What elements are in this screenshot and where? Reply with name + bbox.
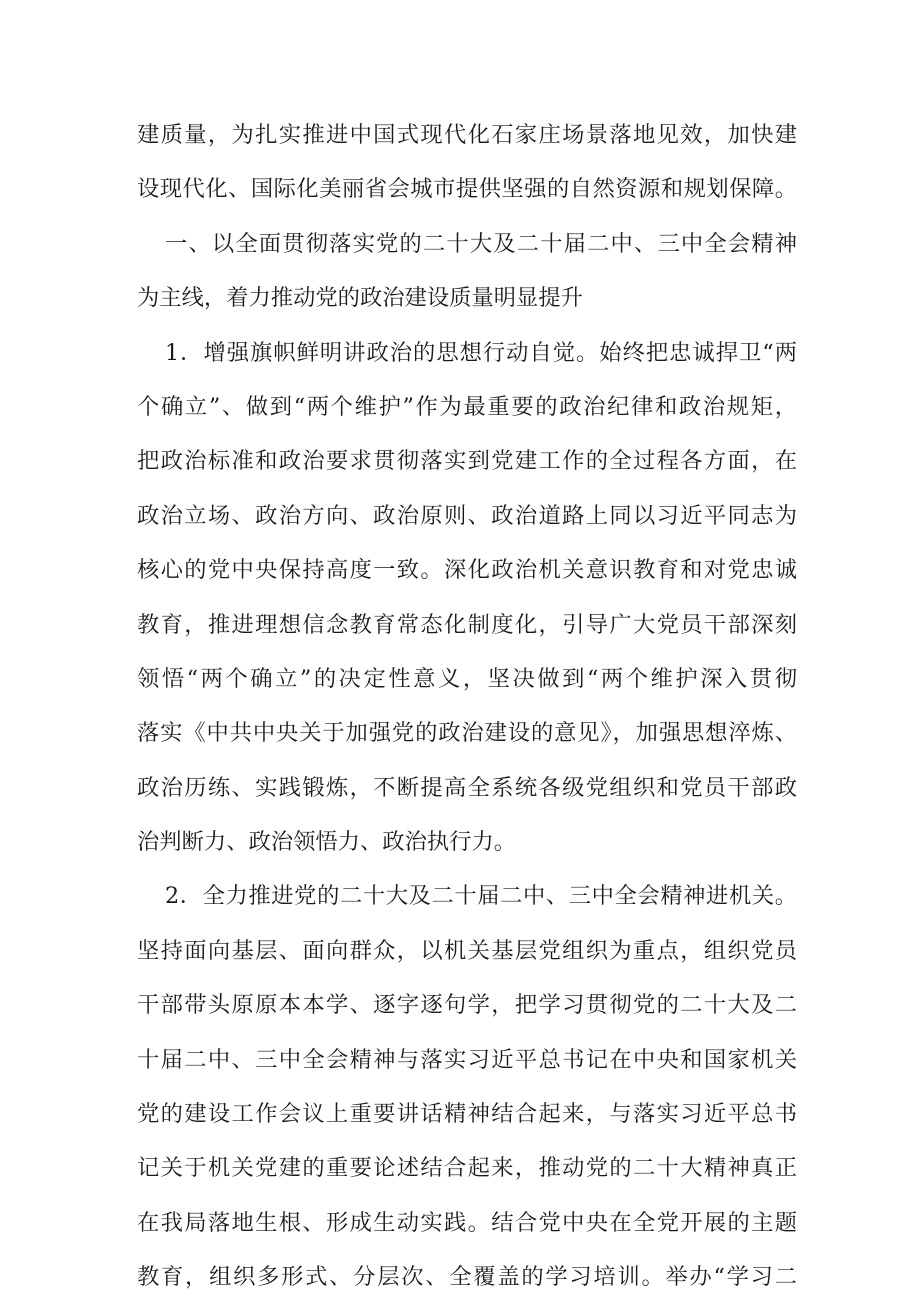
body-line: 核心的党中央保持高度一致。深化政治机关意识教育和对党忠诚 bbox=[137, 557, 797, 584]
body-line: 教育，推进理想信念教育常态化制度化，引导广大党员干部深刻 bbox=[137, 611, 797, 638]
paragraph-first-line: 2．全力推进党的二十大及二十届二中、三中全会精神进机关。 bbox=[165, 883, 797, 910]
body-line: 党的建设工作会议上重要讲话精神结合起来，与落实习近平总书 bbox=[137, 1101, 797, 1128]
body-line: 干部带头原原本本学、逐字逐句学，把学习贯彻党的二十大及二 bbox=[137, 992, 797, 1019]
body-line: 领悟“两个确立”的决定性意义，坚决做到“两个维护深入贯彻 bbox=[137, 665, 797, 692]
section-heading-line: 一、以全面贯彻落实党的二十大及二十届二中、三中全会精神 bbox=[165, 230, 797, 257]
section-heading-line: 为主线，着力推动党的政治建设质量明显提升 bbox=[137, 285, 583, 312]
body-line: 个确立”、做到“两个维护”作为最重要的政治纪律和政治规矩， bbox=[137, 393, 797, 420]
body-line: 教育，组织多形式、分层次、全覆盖的学习培训。举办“学习二 bbox=[137, 1264, 797, 1291]
body-line: 政治历练、实践锻炼，不断提高全系统各级党组织和党员干部政 bbox=[137, 774, 797, 801]
body-line: 设现代化、国际化美丽省会城市提供坚强的自然资源和规划保障。 bbox=[137, 176, 797, 203]
document-body bbox=[137, 108, 797, 1305]
body-line: 十届二中、三中全会精神与落实习近平总书记在中央和国家机关 bbox=[137, 1046, 797, 1073]
body-line: 在我局落地生根、形成生动实践。结合党中央在全党开展的主题 bbox=[137, 1209, 797, 1236]
body-line: 记关于机关党建的重要论述结合起来，推动党的二十大精神真正 bbox=[137, 1155, 797, 1182]
body-line: 把政治标准和政治要求贯彻落实到党建工作的全过程各方面，在 bbox=[137, 448, 797, 475]
body-line: 落实《中共中央关于加强党的政治建设的意见》，加强思想淬炼、 bbox=[137, 720, 797, 747]
paragraph-first-line: 1．增强旗帜鲜明讲政治的思想行动自觉。始终把忠诚捍卫“两 bbox=[165, 339, 797, 366]
paragraph-last-line: 治判断力、政治领悟力、政治执行力。 bbox=[137, 829, 517, 856]
body-line: 政治立场、政治方向、政治原则、政治道路上同以习近平同志为 bbox=[137, 502, 797, 529]
body-line: 建质量，为扎实推进中国式现代化石家庄场景落地见效，加快建 bbox=[137, 122, 797, 148]
body-line: 坚持面向基层、面向群众，以机关基层党组织为重点，组织党员 bbox=[137, 937, 797, 964]
